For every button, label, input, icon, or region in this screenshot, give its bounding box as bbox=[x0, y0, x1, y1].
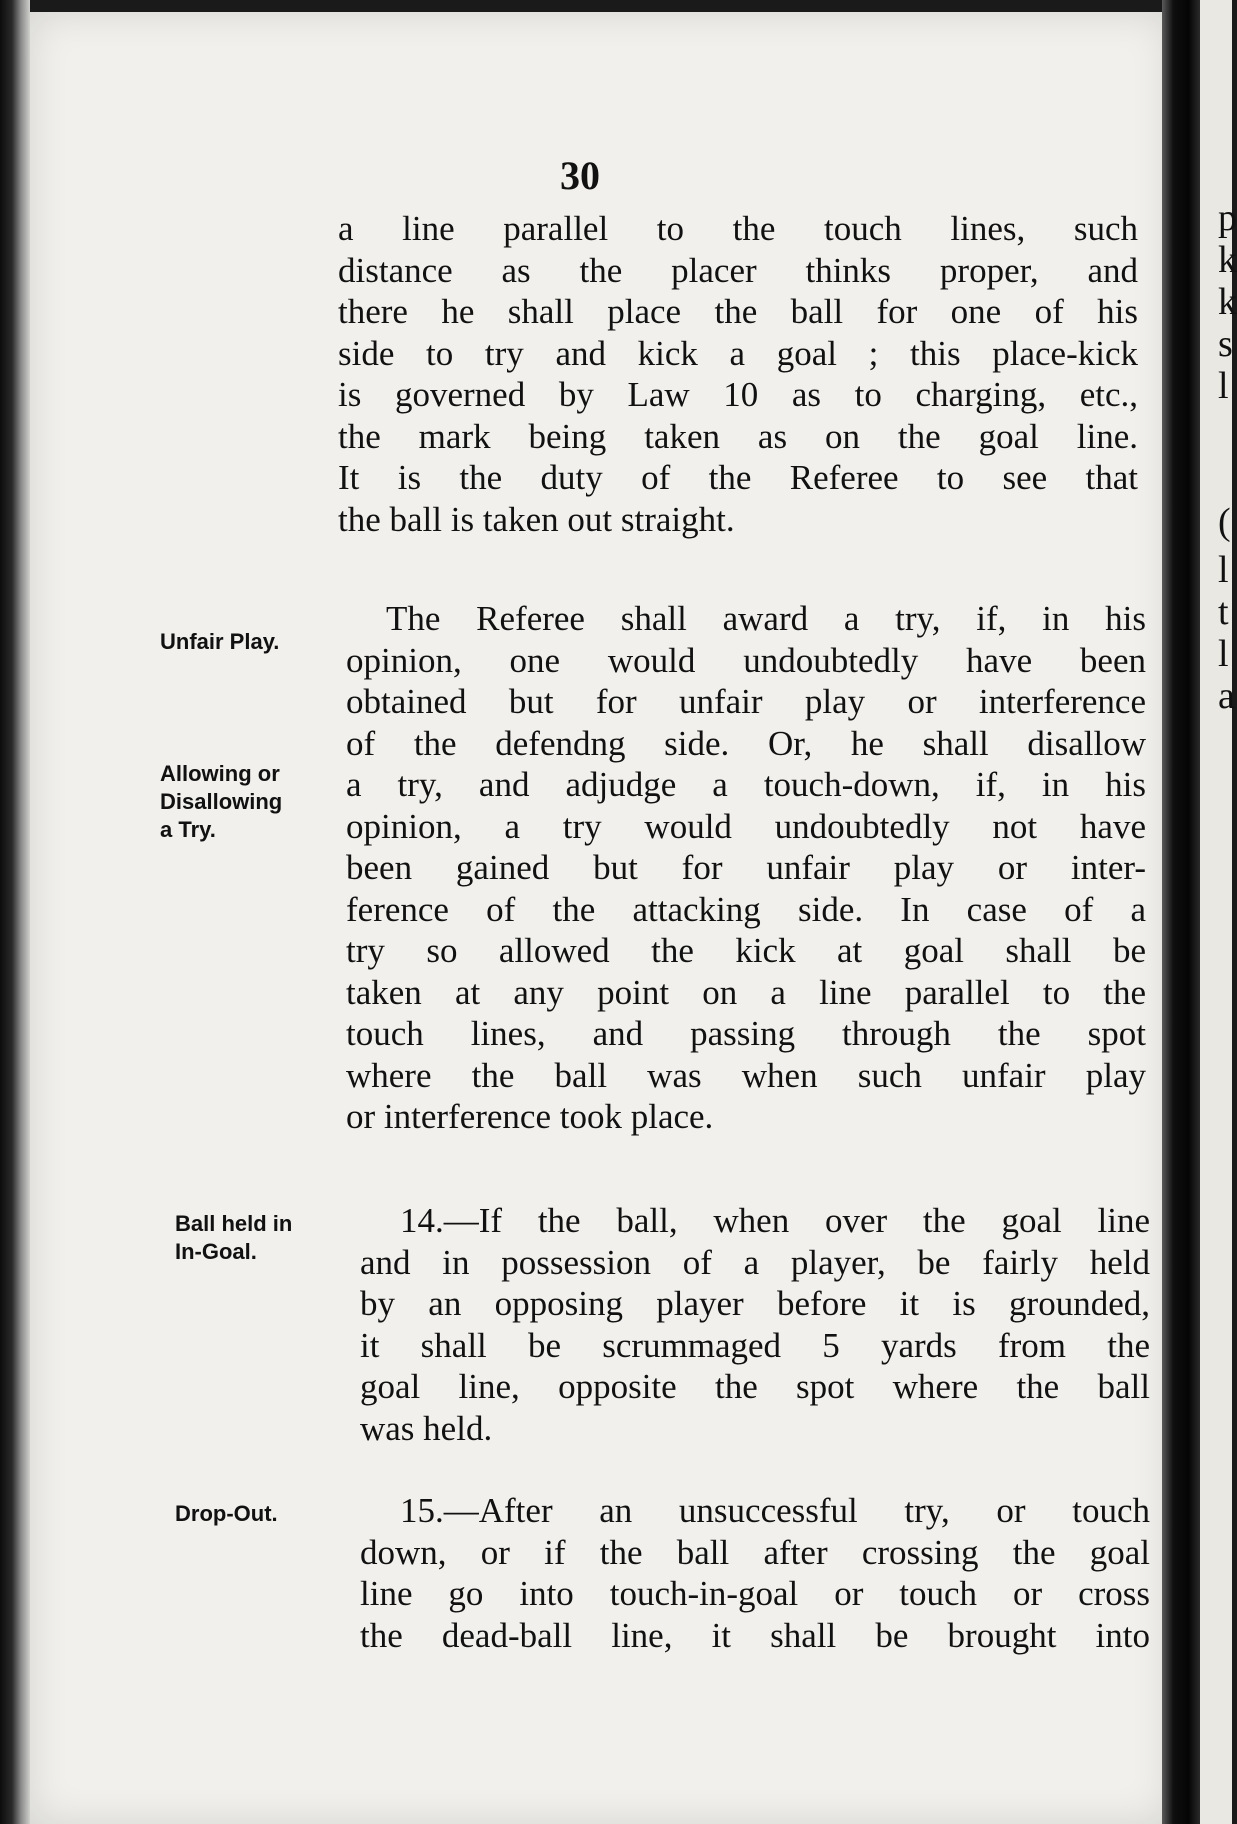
book-gutter bbox=[1162, 0, 1200, 1824]
next-page-fragment: s bbox=[1218, 323, 1233, 365]
next-page-fragment: l bbox=[1218, 633, 1229, 675]
text-line: was held. bbox=[360, 1408, 493, 1448]
page-left-edge bbox=[0, 0, 30, 1824]
text-line: been gained but for unfair play or inter- bbox=[346, 848, 1146, 887]
text-line: opinion, a try would undoubtedly not have bbox=[346, 806, 1146, 846]
text-line: or interference took place. bbox=[346, 1097, 714, 1136]
book-page bbox=[30, 12, 1170, 1824]
text-line: 14.—If the ball, when over the goal line bbox=[400, 1201, 1150, 1240]
side-note-drop-out bbox=[175, 1500, 365, 1528]
side-note-text: Disallowing bbox=[160, 789, 283, 814]
side-note-unfair-play bbox=[160, 628, 350, 656]
next-page-fragment: t bbox=[1218, 591, 1229, 633]
paragraph-law-14 bbox=[360, 1200, 1150, 1449]
text-line: and in possession of a player, be fairly held bbox=[360, 1242, 1150, 1282]
side-note-text: Ball held in bbox=[175, 1211, 293, 1236]
paragraph-continued bbox=[338, 208, 1138, 540]
next-page-fragment: ( bbox=[1218, 501, 1231, 543]
text-line: try so allowed the kick at goal shall be bbox=[346, 931, 1146, 970]
text-line: the ball is taken out straight. bbox=[338, 499, 735, 539]
side-note-ball-held bbox=[175, 1210, 365, 1266]
text-line: ference of the attacking side. In case of a bbox=[346, 889, 1146, 929]
page-number: 30 bbox=[560, 153, 600, 198]
text-line: a try, and adjudge a touch-down, if, in his bbox=[346, 765, 1146, 804]
next-page-edge bbox=[1200, 0, 1237, 1824]
text-line: touch lines, and passing through the spot bbox=[346, 1014, 1146, 1053]
text-line: the mark being taken as on the goal line. bbox=[338, 416, 1138, 456]
next-page-fragment: l bbox=[1218, 549, 1229, 591]
next-page-fragment: a bbox=[1218, 675, 1235, 717]
next-page-fragment: k bbox=[1218, 281, 1237, 323]
side-note-allowing-try bbox=[160, 760, 350, 844]
text-line: line go into touch-in-goal or touch or cross bbox=[360, 1574, 1150, 1613]
text-line: The Referee shall award a try, if, in his bbox=[386, 599, 1146, 638]
text-line: distance as the placer thinks proper, and bbox=[338, 250, 1138, 290]
text-line: down, or if the ball after crossing the goal bbox=[360, 1532, 1150, 1572]
text-line: taken at any point on a line parallel to the bbox=[346, 972, 1146, 1012]
text-line: it shall be scrummaged 5 yards from the bbox=[360, 1325, 1150, 1365]
text-line: 15.—After an unsuccessful try, or touch bbox=[400, 1491, 1150, 1530]
text-line: obtained but for unfair play or interference bbox=[346, 682, 1146, 721]
side-note-text: In-Goal. bbox=[175, 1239, 257, 1264]
text-line: goal line, opposite the spot where the ball bbox=[360, 1367, 1150, 1406]
text-line: It is the duty of the Referee to see that bbox=[338, 458, 1138, 497]
next-page-fragment: k bbox=[1218, 239, 1237, 281]
text-line: there he shall place the ball for one of his bbox=[338, 292, 1138, 331]
next-page-fragment: l bbox=[1218, 365, 1229, 407]
paragraph-referee bbox=[346, 598, 1146, 1138]
text-line: where the ball was when such unfair play bbox=[346, 1055, 1146, 1095]
text-line: by an opposing player before it is grounded, bbox=[360, 1284, 1150, 1323]
side-note-text: Unfair Play. bbox=[160, 629, 280, 654]
text-line: side to try and kick a goal ; this place-kick bbox=[338, 333, 1138, 373]
side-note-text: a Try. bbox=[160, 817, 216, 842]
paragraph-law-15 bbox=[360, 1490, 1150, 1656]
text-line: opinion, one would undoubtedly have been bbox=[346, 640, 1146, 680]
text-line: of the defendng side. Or, he shall disallow bbox=[346, 723, 1146, 763]
next-page-fragment: p bbox=[1218, 197, 1237, 239]
text-line: the dead-ball line, it shall be brought into bbox=[360, 1615, 1150, 1655]
text-line: a line parallel to the touch lines, such bbox=[338, 209, 1138, 248]
side-note-text: Allowing or bbox=[160, 761, 280, 786]
side-note-text: Drop-Out. bbox=[175, 1501, 278, 1526]
text-line: is governed by Law 10 as to charging, etc., bbox=[338, 375, 1138, 414]
